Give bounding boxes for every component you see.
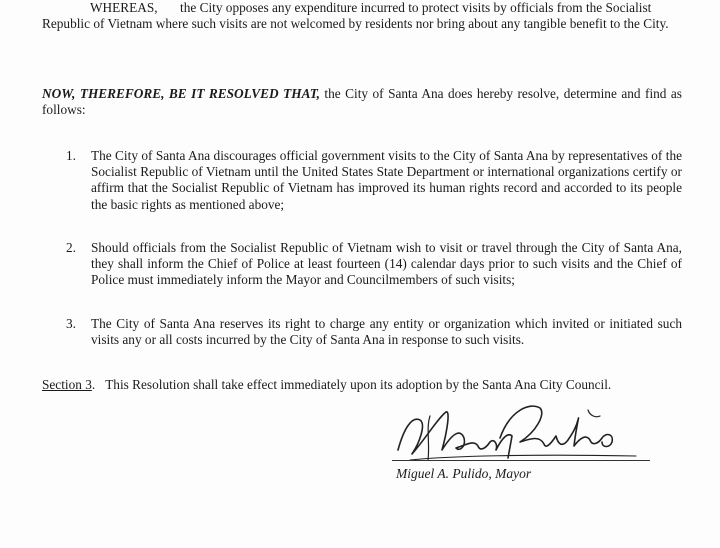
section-3-text: This Resolution shall take effect immediately upon its adoption by the Santa Ana City Council. bbox=[105, 377, 612, 392]
item-number: 1. bbox=[66, 148, 76, 163]
section-3-label: Section 3 bbox=[42, 377, 92, 392]
whereas-lead: WHEREAS, bbox=[90, 0, 158, 15]
item-number: 3. bbox=[66, 316, 76, 331]
resolution-lead: NOW, THEREFORE, BE IT RESOLVED THAT, bbox=[42, 86, 320, 101]
item-text: Should officials from the Socialist Republic of Vietnam wish to visit or travel through the City of Santa Ana, they shall inform the Chief of Police at least fourteen (14) calendar days prior to such visits and the Chief of Police must immediately inform the Mayor and Councilmembers of such visits; bbox=[91, 240, 682, 288]
item-number: 2. bbox=[66, 240, 76, 255]
section-3-punct: . bbox=[91, 377, 96, 392]
section-3-paragraph bbox=[42, 377, 682, 393]
whereas-first-line bbox=[42, 0, 682, 16]
whereas-line-2: Republic of Vietnam where such visits are not welcomed by residents nor bring about any tangible benefit to the City. bbox=[42, 16, 669, 32]
whereas-paragraph bbox=[42, 0, 682, 32]
signer-name: Miguel A. Pulido, Mayor bbox=[396, 466, 532, 481]
whereas-line-1: the City opposes any expenditure incurred to protect visits by officials from the Socialist bbox=[180, 0, 652, 15]
resolution-paragraph bbox=[42, 86, 682, 118]
resolution-body: the City of Santa Ana does hereby resolve, determine and find as follows: bbox=[42, 86, 682, 118]
item-text: The City of Santa Ana discourages official government visits to the City of Santa Ana by representatives of the Socialist Republic of Vietnam until the United States State Department or international organizations certify or affirm that the Socialist Republic of Vietnam has improved its human rights record and accorded to its people the basic rights as mentioned above; bbox=[91, 148, 682, 212]
signature-line bbox=[392, 460, 650, 461]
item-text: The City of Santa Ana reserves its right to charge any entity or organization which invited or initiated such visits any or all costs incurred by the City of Santa Ana in response to such visits. bbox=[91, 316, 682, 348]
